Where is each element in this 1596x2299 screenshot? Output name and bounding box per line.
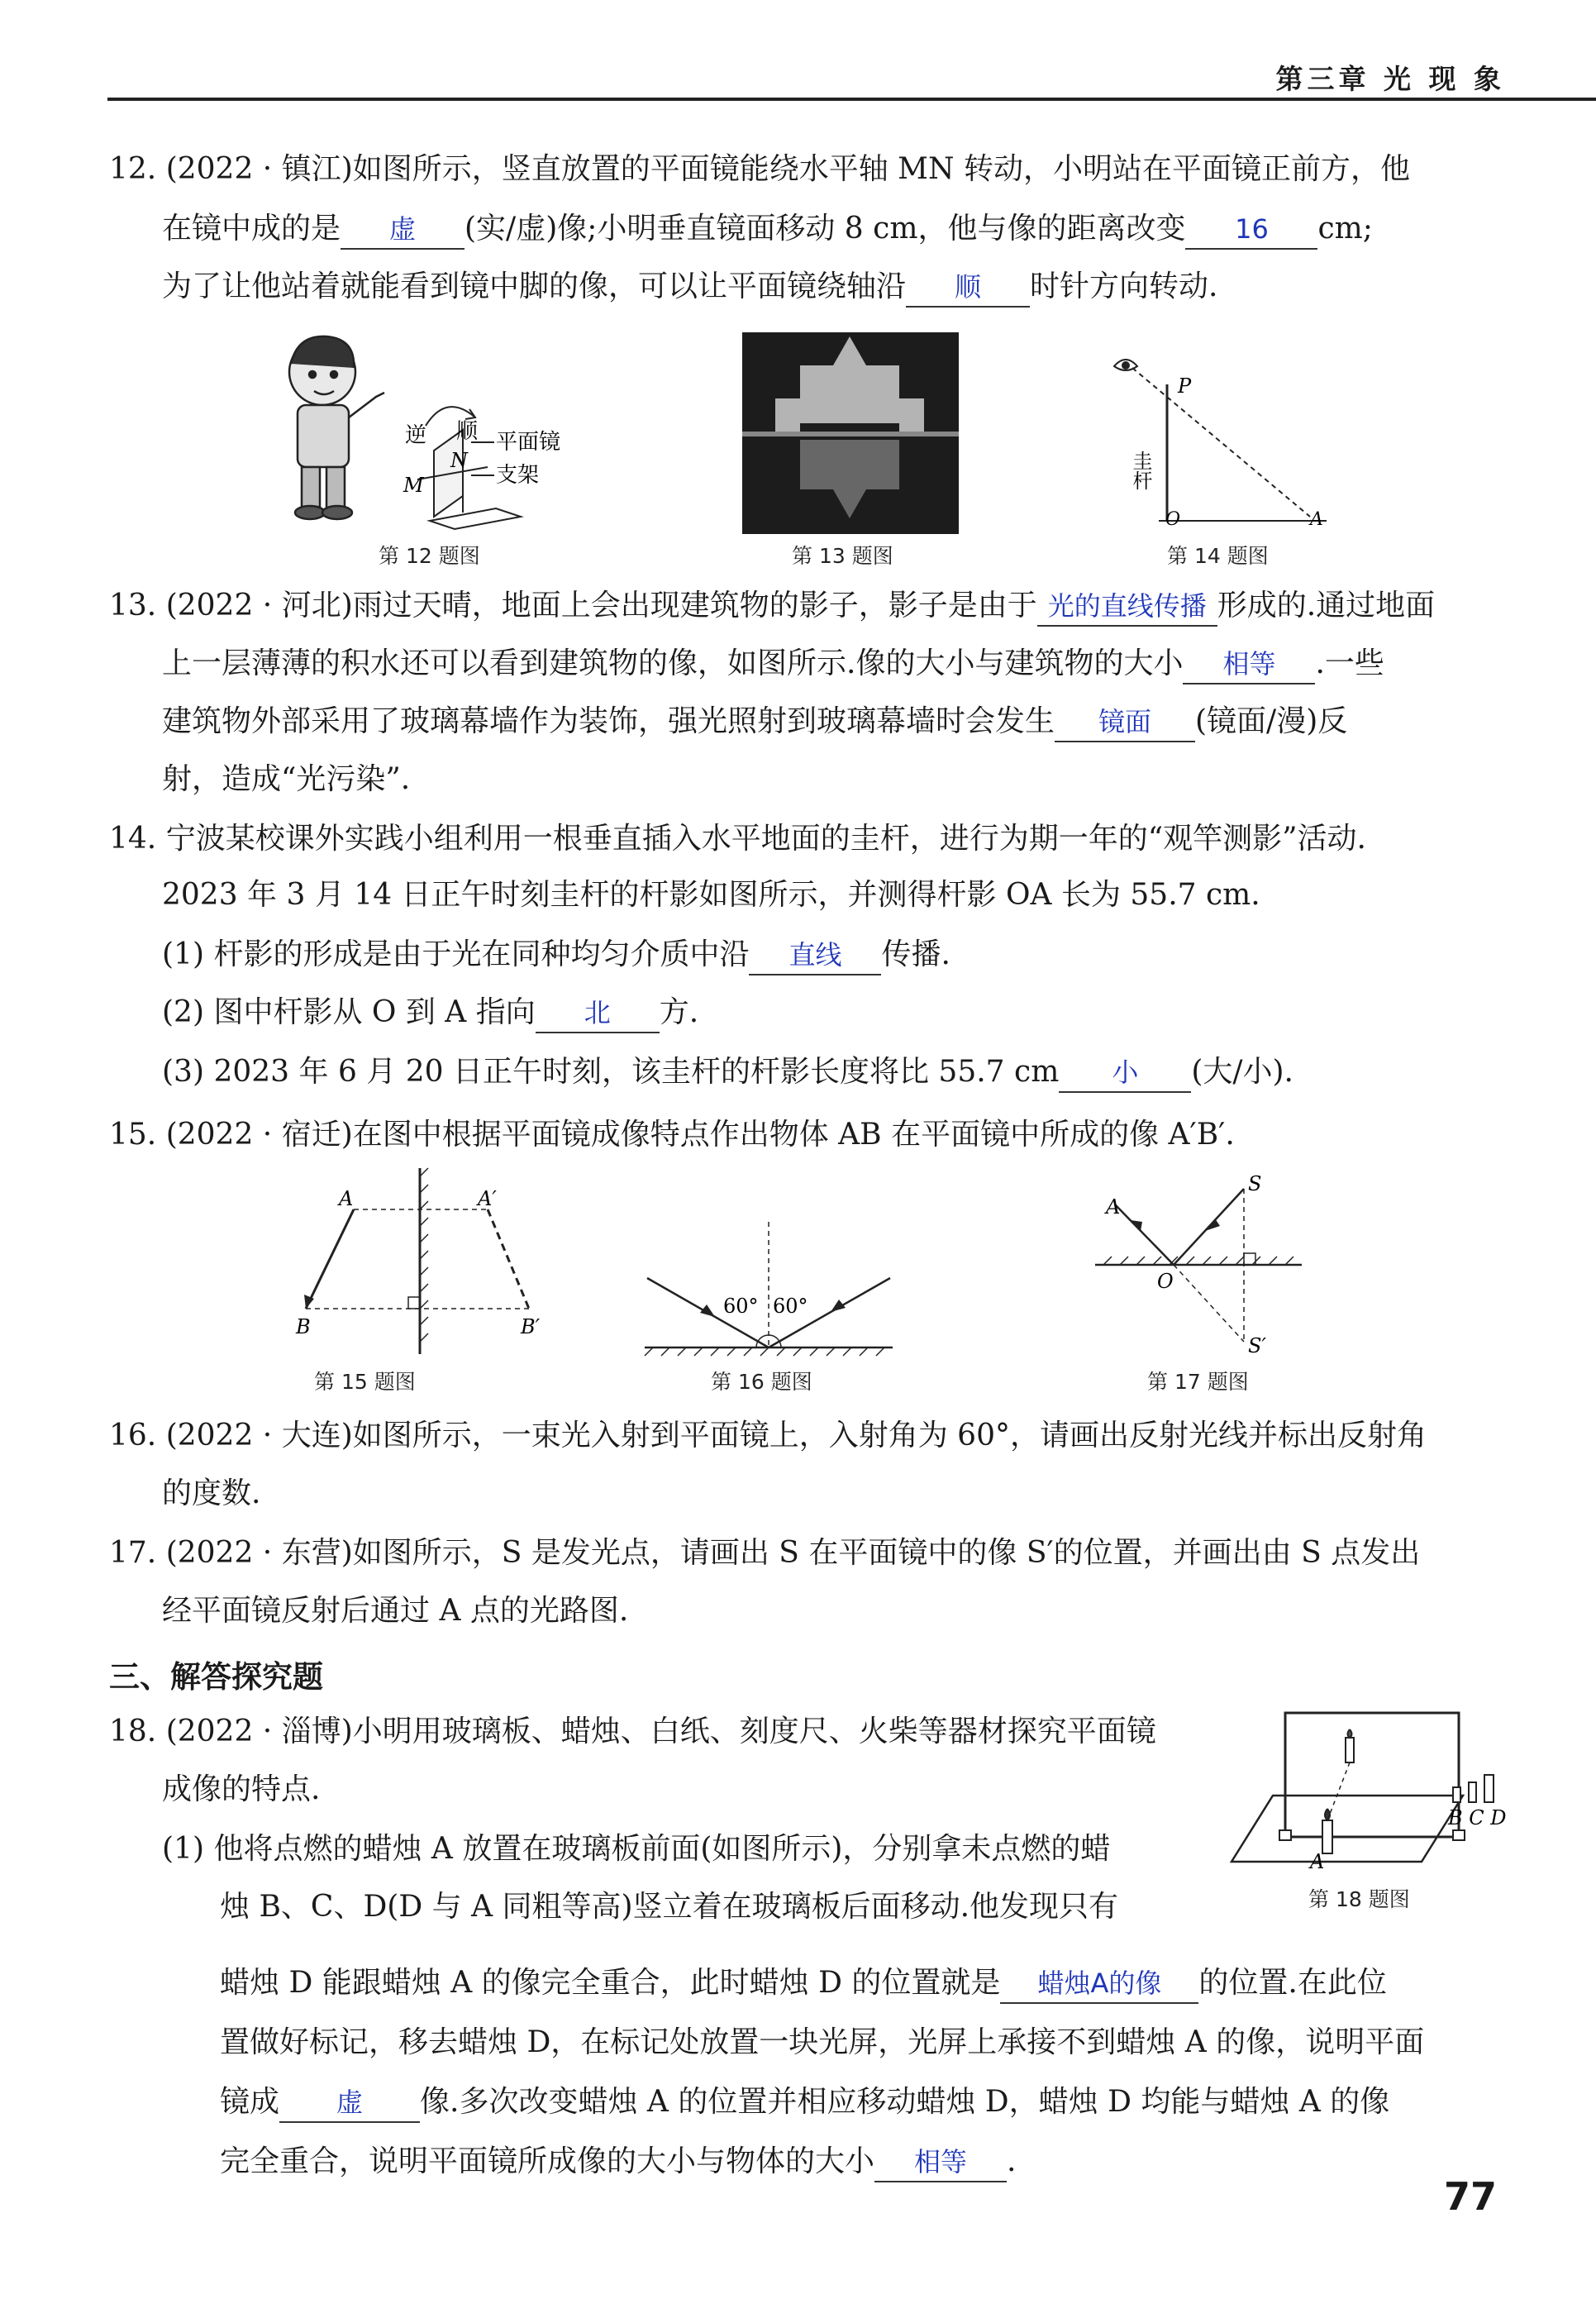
figure-18 [1223,1696,1513,1882]
figure-13-photo [742,332,959,534]
label-ni: 逆 [405,423,427,448]
q14-text: (2) 图中杆影从 O 到 A 指向 [162,995,536,1029]
label-S-prime: S′ [1248,1334,1266,1357]
label-A: A [1310,1850,1325,1873]
label-pole: 圭杆 [1129,451,1152,490]
q14-text: (1) 杆影的形成是由于光在同种均匀介质中沿 [162,937,750,971]
image-A2B2 [488,1209,529,1309]
figure-18-caption: 第 18 题图 [1308,1887,1410,1911]
chapter-header: 第三章 光 现 象 [1275,63,1505,95]
page-number: 77 [1443,2174,1497,2219]
q14-answer-1: 直线 [749,936,881,975]
label-A: A [1310,509,1323,530]
label-B: B [296,1315,311,1338]
label-O: O [1157,1270,1174,1293]
label-O: O [1165,509,1181,530]
q12-line2 [162,208,1373,250]
boy-illustration [289,336,384,519]
q14-line2: 2023 年 3 月 14 日正午时刻圭杆的杆影如图所示，并测得杆影 OA 长为 55.7 cm. [162,878,1260,912]
q18-line7 [220,2082,1389,2123]
figure-13-caption: 第 13 题图 [792,544,893,568]
q18-text: 的位置.在此位 [1198,1966,1387,2000]
q14-text: 传播. [881,937,950,971]
label-P: P [1178,374,1192,398]
label-M: M [403,474,424,497]
q18-line8 [220,2141,1016,2182]
q13-line2 [162,643,1384,684]
q18-line2: 成像的特点. [162,1772,321,1806]
figure-14-caption: 第 14 题图 [1167,544,1269,568]
q18-line1: 18. (2022 · 淄博)小明用玻璃板、蜡烛、白纸、刻度尺、火柴等器材探究平面镜 [109,1715,1156,1748]
figure-15-caption: 第 15 题图 [314,1370,416,1394]
q17-line1: 17. (2022 · 东营)如图所示，S 是发光点，请画出 S 在平面镜中的像 S′的位置，并画出由 S 点发出 [109,1536,1421,1570]
figure-12-caption: 第 12 题图 [379,544,480,568]
q13-line3 [162,701,1347,742]
q12-line3 [162,266,1217,308]
figure-14 [1108,343,1339,533]
q16-line1: 16. (2022 · 大连)如图所示，一束光入射到平面镜上，入射角为 60°，请画出反射光线并标出反射角 [109,1419,1427,1452]
q15-line1: 15. (2022 · 宿迁)在图中根据平面镜成像特点作出物体 AB 在平面镜中所成的像 A′B′. [109,1118,1235,1152]
q12-answer-3: 顺 [906,268,1030,308]
object-AB [306,1209,354,1309]
q12-text: 为了让他站着就能看到镜中脚的像，可以让平面镜绕轴沿 [162,269,907,303]
q16-line2: 的度数. [162,1476,261,1510]
figure-17 [1091,1172,1306,1358]
q13-text: 建筑物外部采用了玻璃幕墙作为装饰，强光照射到玻璃幕墙时会发生 [162,704,1055,738]
q13-text: 形成的.通过地面 [1217,589,1436,622]
label-B-prime: B′ [521,1315,541,1338]
label-BCD: B C D [1448,1806,1507,1829]
q14-text: (大/小). [1191,1055,1293,1089]
figure-16 [641,1222,897,1358]
q13-text: 13. (2022 · 河北)雨过天晴，地面上会出现建筑物的影子，影子是由于 [109,589,1037,622]
figure-15 [281,1164,554,1356]
sight-line [1132,368,1310,517]
q14-text: (3) 2023 年 6 月 20 日正午时刻，该圭杆的杆影长度将比 55.7 cm [162,1055,1060,1089]
q13-text: .一些 [1315,646,1384,680]
candle-A [1322,1809,1332,1853]
q18-line4: 烛 B、C、D(D 与 A 同粗等高)竖立着在玻璃板后面移动.他发现只有 [220,1890,1119,1924]
q13-answer-1: 光的直线传播 [1037,587,1217,627]
label-S: S [1248,1172,1262,1195]
header-rule [107,98,1596,101]
q13-text: 上一层薄薄的积水还可以看到建筑物的像，如图所示.像的大小与建筑物的大小 [162,646,1184,680]
q18-answer-1: 蜡烛A的像 [1000,1964,1198,2004]
q14-sub2 [162,992,698,1033]
figure-17-caption: 第 17 题图 [1147,1370,1249,1394]
q14-text: 方. [659,995,699,1029]
label-angle-2: 60° [773,1295,808,1318]
q12-text: (实/虚)像;小明垂直镜面移动 8 cm，他与像的距离改变 [465,212,1186,246]
label-shun: 顺 [456,419,479,444]
figure-16-caption: 第 16 题图 [711,1370,812,1394]
reflected-ray [1116,1205,1174,1265]
q18-line5 [220,1963,1387,2004]
q18-text: . [1007,2144,1017,2178]
label-angle-1: 60° [723,1295,759,1318]
label-plane-mirror: 平面镜 [496,430,561,455]
q13-answer-3: 镜面 [1055,703,1195,742]
q18-text: 蜡烛 D 能跟蜡烛 A 的像完全重合，此时蜡烛 D 的位置就是 [220,1966,1001,2000]
q13-answer-2: 相等 [1183,645,1315,684]
label-A: A [1106,1195,1121,1219]
figure-12 [273,327,603,533]
q14-line1: 14. 宁波某校课外实践小组利用一根垂直插入水平地面的圭杆，进行为期一年的“观竿测影”活动. [109,822,1366,856]
q12-answer-2: 16 [1185,210,1317,250]
q14-answer-3: 小 [1059,1053,1191,1093]
label-stand: 支架 [496,463,540,488]
q18-text: 完全重合，说明平面镜所成像的大小与物体的大小 [220,2144,875,2178]
q14-answer-2: 北 [536,994,660,1033]
candle-image [1346,1729,1354,1762]
q12-answer-1: 虚 [341,210,465,250]
q18-text: 像.多次改变蜡烛 A 的位置并相应移动蜡烛 D，蜡烛 D 均能与蜡烛 A 的像 [420,2085,1390,2119]
q13-line4: 射，造成“光污染”. [162,762,411,796]
white-paper [1232,1796,1463,1862]
q12-text: 时针方向转动. [1030,269,1218,303]
q14-sub1 [162,934,950,975]
q17-line2: 经平面镜反射后通过 A 点的光路图. [162,1594,629,1628]
q14-sub3 [162,1052,1293,1093]
q12-text: cm; [1317,212,1373,246]
label-N: N [450,449,468,472]
q18-answer-2: 虚 [279,2083,420,2123]
q18-line3: (1) 他将点燃的蜡烛 A 放置在玻璃板前面(如图所示)，分别拿未点燃的蜡 [162,1832,1111,1866]
q18-text: 镜成 [220,2085,280,2119]
q18-line6: 置做好标记，移去蜡烛 D，在标记处放置一块光屏，光屏上承接不到蜡烛 A 的像，说明平面 [220,2025,1425,2059]
virtual-ray [1174,1265,1244,1342]
q18-answer-3: 相等 [874,2143,1007,2182]
q12-line1: 12. (2022 · 镇江)如图所示，竖直放置的平面镜能绕水平轴 MN 转动，小明站在平面镜正前方，他 [109,152,1410,186]
q13-text: (镜面/漫)反 [1195,704,1348,738]
glass-plate [1285,1713,1459,1837]
label-A: A [339,1187,354,1210]
label-A-prime: A′ [478,1187,497,1210]
q13-line1 [109,585,1435,627]
section-heading: 三、解答探究题 [109,1659,323,1695]
q12-text: 在镜中成的是 [162,212,341,246]
